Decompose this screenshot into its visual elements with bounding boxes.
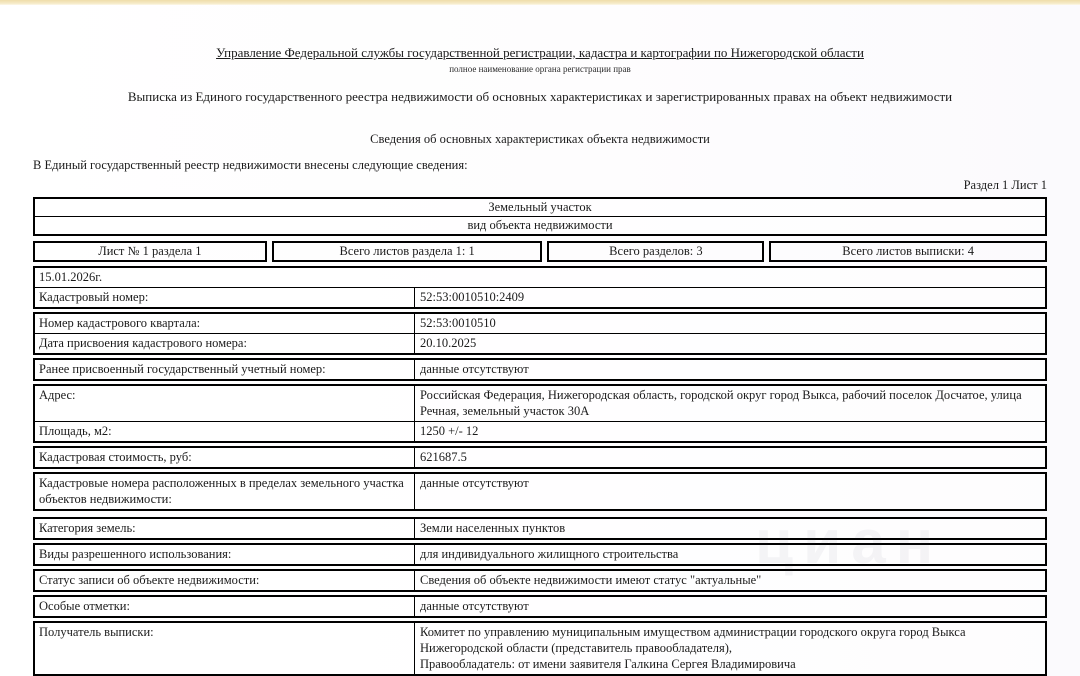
detail-block (33, 595, 1047, 618)
detail-value: Сведения об объекте недвижимости имеют статус "актуальные" (420, 573, 762, 587)
detail-value: для индивидуального жилищного строительства (420, 547, 679, 561)
detail-row (35, 421, 1045, 441)
detail-label: Кадастровые номера расположенных в пределах земельного участка объектов недвижимости: (35, 474, 415, 509)
object-type-value: Земельный участок (488, 200, 592, 214)
sheet-info-cell: Всего листов раздела 1: 1 (272, 241, 543, 262)
detail-row (35, 597, 1045, 616)
detail-row (35, 545, 1045, 564)
detail-value: 52:53:0010510:2409 (420, 290, 525, 304)
detail-label: Ранее присвоенный государственный учетный номер: (35, 360, 415, 379)
detail-label: Номер кадастрового квартала: (35, 314, 415, 333)
detail-block (33, 266, 1047, 309)
document-page (0, 45, 1080, 676)
detail-label: Кадастровая стоимость, руб: (35, 448, 415, 467)
detail-row (35, 386, 1045, 421)
detail-block (33, 621, 1047, 676)
detail-row (35, 571, 1045, 590)
detail-row (35, 314, 1045, 333)
sheet-info-row (33, 241, 1047, 262)
section-heading: Сведения об основных характеристиках объекта недвижимости (370, 132, 710, 146)
top-accent-bar (0, 0, 1080, 5)
detail-block (33, 446, 1047, 469)
detail-value: Комитет по управлению муниципальным имуществом администрации городского округа город Выкса Нижегородской области (представитель правообладателя), Правообладатель: от имени заявителя Галкина Сергея Владимировича (420, 625, 966, 671)
authority-title: Управление Федеральной службы государственной регистрации, кадастра и картографии по Нижегородской области (216, 45, 864, 60)
detail-block (33, 358, 1047, 381)
detail-label: Адрес: (35, 386, 415, 421)
detail-value: 52:53:0010510 (420, 316, 496, 330)
detail-label: Площадь, м2: (35, 422, 415, 441)
detail-label: Виды разрешенного использования: (35, 545, 415, 564)
detail-value: данные отсутствуют (420, 362, 529, 376)
detail-value: 1250 +/- 12 (420, 424, 479, 438)
sheet-info-cell: Лист № 1 раздела 1 (33, 241, 267, 262)
detail-row (35, 360, 1045, 379)
detail-block (33, 384, 1047, 443)
detail-value: данные отсутствуют (420, 599, 529, 613)
detail-label: Получатель выписки: (35, 623, 415, 674)
authority-caption: полное наименование органа регистрации прав (449, 64, 631, 74)
detail-label: Кадастровый номер: (35, 288, 415, 307)
detail-value: Земли населенных пунктов (420, 521, 566, 535)
detail-row (35, 268, 1045, 287)
intro-line: В Единый государственный реестр недвижимости внесены следующие сведения: (33, 158, 468, 172)
detail-label: Дата присвоения кадастрового номера: (35, 334, 415, 353)
section-page-label: Раздел 1 Лист 1 (963, 178, 1047, 192)
detail-label: Статус записи об объекте недвижимости: (35, 571, 415, 590)
object-type-caption: вид объекта недвижимости (35, 216, 1045, 234)
detail-row (35, 333, 1045, 353)
sheet-info-cell: Всего листов выписки: 4 (769, 241, 1047, 262)
detail-row (35, 474, 1045, 509)
detail-row (35, 448, 1045, 467)
detail-value: 621687.5 (420, 450, 467, 464)
detail-row (35, 623, 1045, 674)
detail-row (35, 287, 1045, 307)
detail-full-value: 15.01.2026г. (39, 270, 103, 284)
detail-value: 20.10.2025 (420, 336, 477, 350)
detail-value: данные отсутствуют (420, 476, 529, 490)
detail-label: Особые отметки: (35, 597, 415, 616)
detail-row (35, 519, 1045, 538)
detail-block (33, 569, 1047, 592)
detail-block (33, 543, 1047, 566)
object-type-block (33, 197, 1047, 236)
detail-label: Категория земель: (35, 519, 415, 538)
details-table (33, 266, 1047, 676)
document-title: Выписка из Единого государственного реестра недвижимости об основных характеристиках и зарегистрированных правах на объект недвижимости (127, 89, 953, 104)
detail-block (33, 517, 1047, 540)
detail-value: Российская Федерация, Нижегородская область, городской округ город Выкса, рабочий поселок Досчатое, улица Речная, земельный участок 30А (420, 388, 1022, 418)
detail-block (33, 312, 1047, 355)
detail-block (33, 472, 1047, 511)
sheet-info-cell: Всего разделов: 3 (547, 241, 764, 262)
